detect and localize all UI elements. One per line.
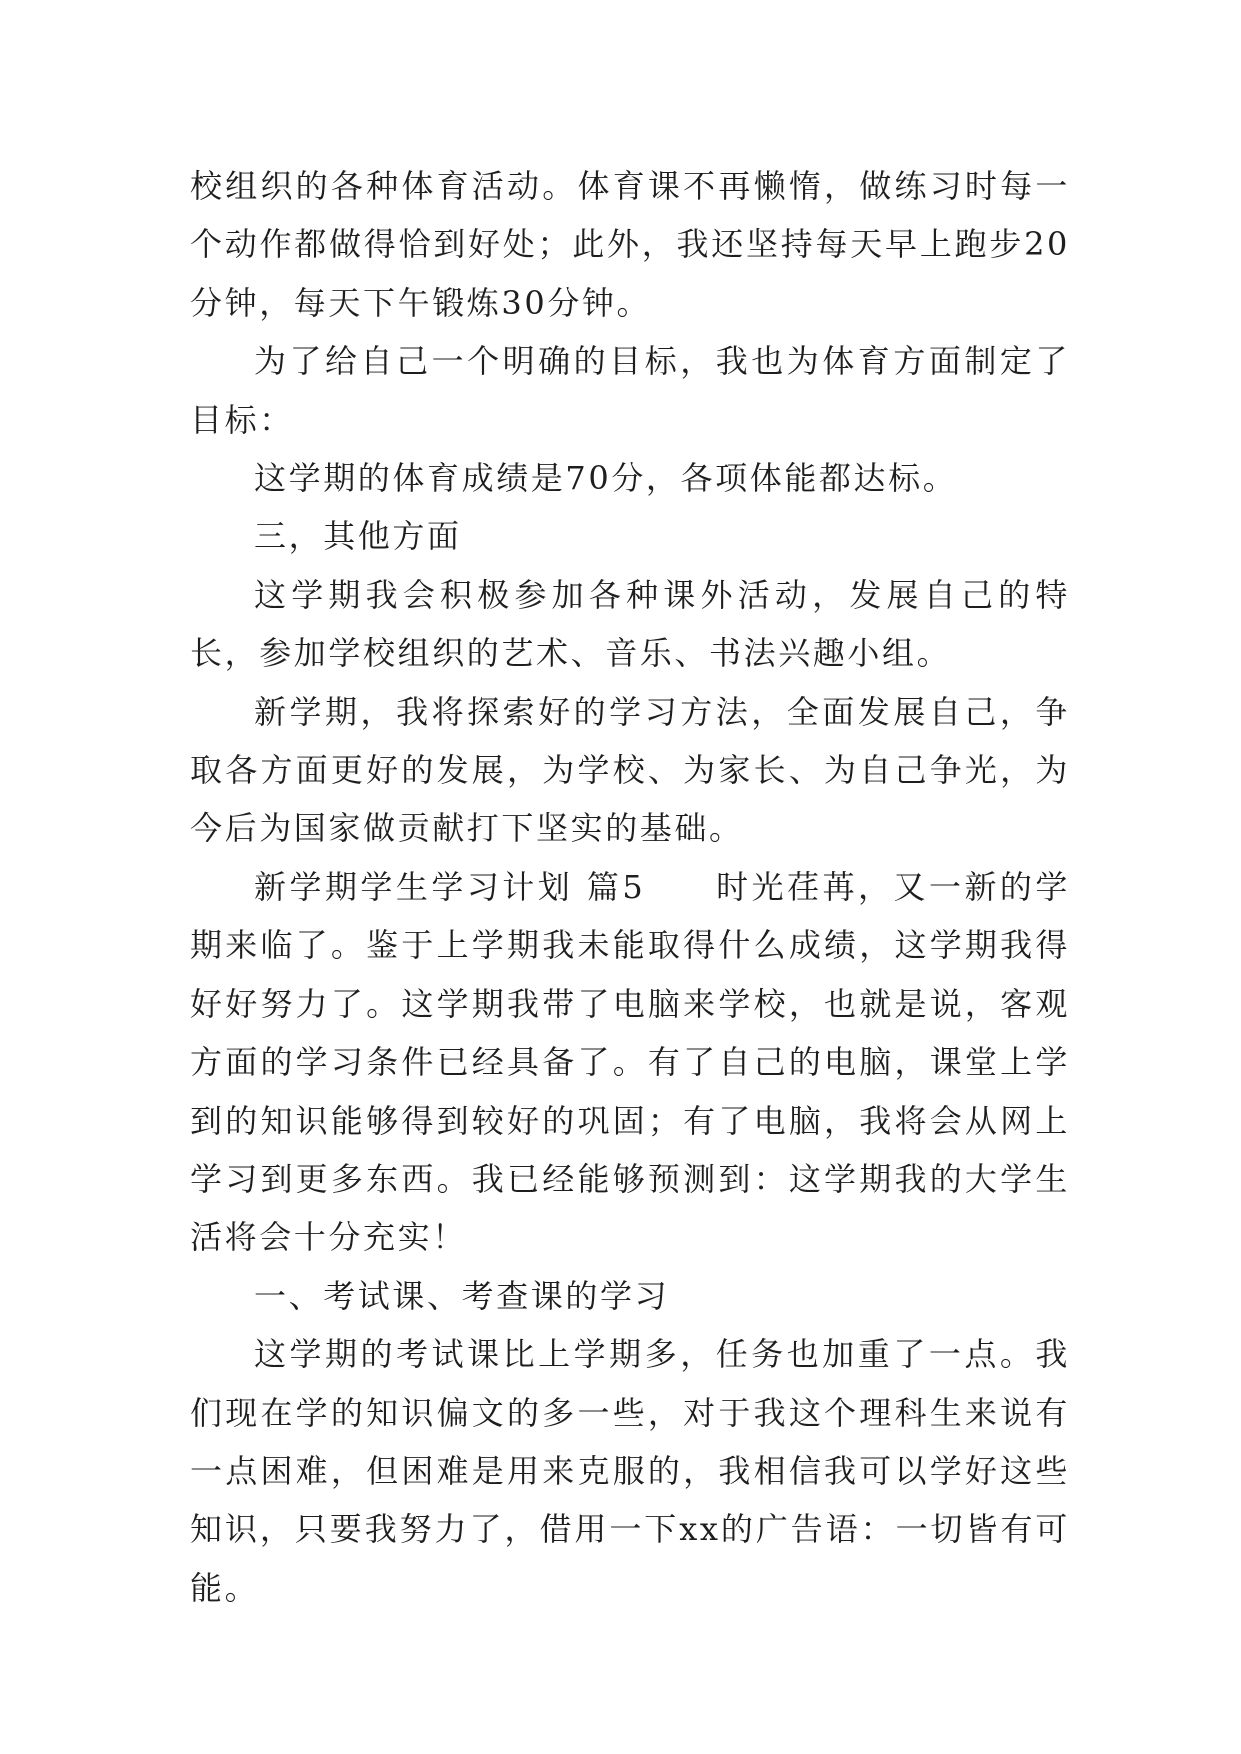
paragraph-sports-activities: 校组织的各种体育活动。体育课不再懒惰，做练习时每一个动作都做得恰到好处；此外，我还坚持每天早上跑步20分钟，每天下午锻炼30分钟。 <box>190 167 1070 322</box>
section-heading-other-aspects: 三，其他方面 <box>254 517 462 556</box>
paragraph-plan-5 <box>190 858 1070 1267</box>
paragraph-sports-goal: 这学期的体育成绩是70分，各项体能都达标。 <box>254 459 958 498</box>
paragraph-new-semester-summary: 新学期，我将探索好的学习方法，全面发展自己，争取各方面更好的发展，为学校、为家长、为自己争光，为今后为国家做贡献打下坚实的基础。 <box>190 692 1070 848</box>
plan-5-heading: 新学期学生学习计划 篇5 <box>254 867 646 906</box>
section-heading-exam-courses: 一、考试课、考查课的学习 <box>254 1276 670 1315</box>
paragraph-exam-courses: 这学期的考试课比上学期多，任务也加重了一点。我们现在学的知识偏文的多一些，对于我这个理科生来说有一点困难，但困难是用来克服的，我相信我可以学好这些知识，只要我努力了，借用一下xx的广告语：一切皆有可能。 <box>190 1335 1070 1607</box>
paragraph-extracurricular: 这学期我会积极参加各种课外活动，发展自己的特长，参加学校组织的艺术、音乐、书法兴趣小组。 <box>190 575 1070 673</box>
paragraph-sports-goal-intro: 为了给自己一个明确的目标，我也为体育方面制定了目标： <box>190 342 1070 439</box>
plan-5-body: 时光荏苒，又一新的学期来临了。鉴于上学期我未能取得什么成绩，这学期我得好好努力了。这学期我带了电脑来学校，也就是说，客观方面的学习条件已经具备了。有了自己的电脑，课堂上学到的知识能够得到较好的巩固；有了电脑，我将会从网上学习到更多东西。我已经能够预测到：这学期我的大学生活将会十分充实！ <box>190 867 1070 1257</box>
document-body <box>190 157 1070 1617</box>
